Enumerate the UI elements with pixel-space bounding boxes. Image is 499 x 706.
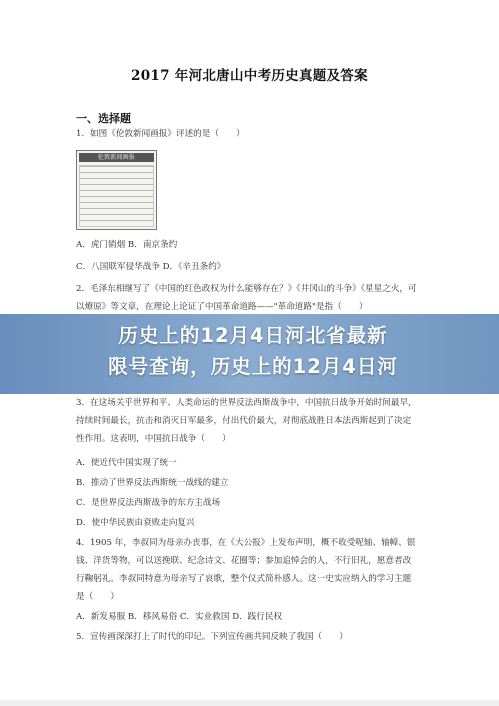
question-line: 钱、洋货等物，可以送挽联、纪念诗文、花圈等；参加追悼会的人，不行旧礼，愿意者改 [76, 556, 412, 566]
question-line: C．是世界反法西斯战争的东方主战场 [76, 498, 221, 508]
question-line: 性作用。这表明，中国抗日战争（ ） [76, 434, 231, 444]
document-title: 2017 年河北唐山中考历史真题及答案 [131, 68, 368, 84]
question-line: A．新发易服 B．移风易俗 C．实业救国 D．践行民权 [76, 612, 283, 622]
section-heading: 一、选择题 [76, 112, 131, 125]
question-line: 3．在这场关乎世界和平、人类命运的世界反法西斯战争中，中国抗日战争开始时间最早， [76, 398, 417, 408]
banner-line-2: 限号查询，历史上的12月4日河 [108, 355, 398, 378]
question-line: B．推动了世界反法西斯统一战线的建立 [76, 478, 229, 488]
figure-caption: 伦敦新闻画报 [79, 153, 154, 162]
banner-text [14, 320, 492, 382]
question-line: 2．毛泽东相继写了《中国的红色政权为什么能够存在？》《井冈山的斗争》《星星之火，可 [76, 284, 417, 294]
question-line: C．八国联军侵华战争 D．《辛丑条约》 [76, 262, 226, 272]
question-line: A．使近代中国实现了统一 [76, 458, 177, 468]
question-line: 1．如图《伦敦新闻画报》评述的是（ ） [76, 129, 245, 139]
question-line: 5．宣传画深深打上了时代的印记。下列宣传画共同反映了我国（ ） [76, 632, 348, 642]
newspaper-figure [76, 150, 157, 230]
question-line: 4．1905 年，李叔同为母亲办丧事，在《大公报》上发布声明，概不收受呢轴、轴幛、银 [76, 538, 416, 548]
question-line: 行鞠躬礼。李叔同特意为母亲写了哀歌，整个仪式简朴感人。这一史实应纳入的学习主题 [76, 574, 412, 584]
page-bottom-edge [0, 700, 499, 706]
question-line: 是（ ） [76, 592, 119, 602]
newspaper-text-image [79, 165, 154, 227]
question-line: D．使中华民族由衰败走向复兴 [76, 518, 195, 528]
question-line: 以燎原》等文章，在理论上论证了中国革命道路——"革命道路"是指（ ） [76, 302, 368, 312]
banner-line-1: 历史上的12月4日河北省最新 [118, 324, 388, 347]
question-line: A．虎门销烟 B．南京条约 [76, 240, 178, 250]
question-line: 持续时间最长，抗击和消灭日军最多，付出代价最大，对彻底战胜日本法西斯起到了决定 [76, 416, 412, 426]
